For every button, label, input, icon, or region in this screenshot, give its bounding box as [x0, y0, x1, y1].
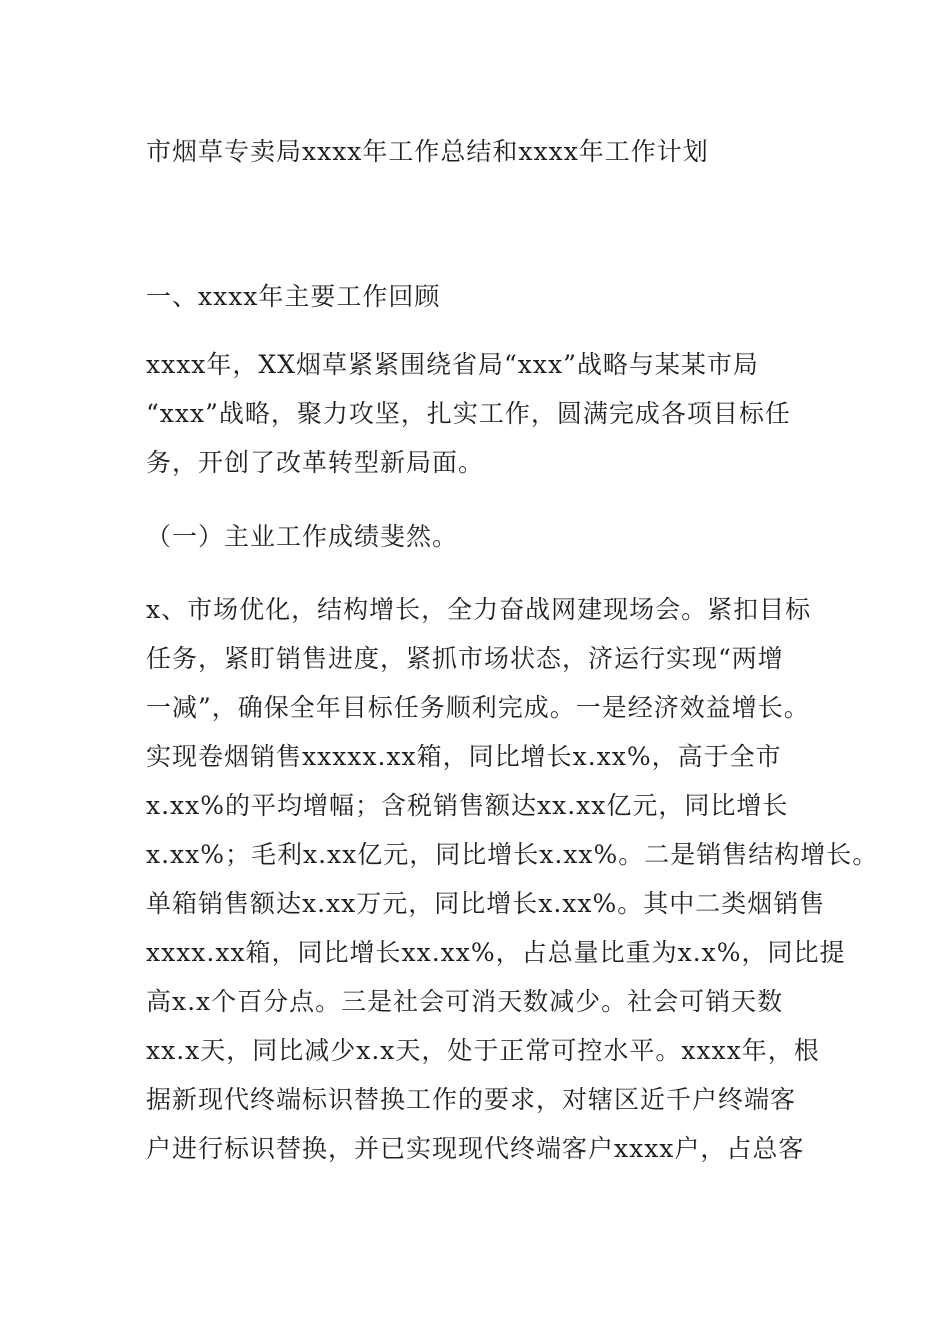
paragraph-line: xx.x天，同比减少x.x天，处于正常可控水平。xxxx年，根	[146, 1036, 820, 1065]
section-heading: 一、xxxx年主要工作回顾	[146, 282, 441, 311]
paragraph-line: “xxx”战略，聚力攻坚，扎实工作，圆满完成各项目标任	[146, 399, 791, 428]
paragraph-line: xxxx.xx箱，同比增长xx.xx%，占总量比重为x.x%，同比提	[146, 938, 846, 967]
intro-paragraph	[146, 340, 836, 487]
paragraph-line: 一减”，确保全年目标任务顺利完成。一是经济效益增长。	[146, 693, 810, 722]
paragraph-line: 据新现代终端标识替换工作的要求，对辖区近千户终端客	[146, 1085, 797, 1114]
document-title: 市烟草专卖局xxxx年工作总结和xxxx年工作计划	[146, 137, 709, 166]
paragraph-line: xxxx年，XX烟草紧紧围绕省局“xxx”战略与某某市局	[146, 350, 759, 379]
paragraph-line: 实现卷烟销售xxxxx.xx箱，同比增长x.xx%，高于全市	[146, 742, 782, 771]
paragraph-line: 务，开创了改革转型新局面。	[146, 448, 485, 477]
subsection-heading-text: （一）主业工作成绩斐然。	[146, 522, 459, 551]
paragraph-line: 高x.x个百分点。三是社会可消天数减少。社会可销天数	[146, 987, 784, 1016]
paragraph-line: 单箱销售额达x.xx万元，同比增长x.xx%。其中二类烟销售	[146, 889, 826, 918]
subsection-heading	[146, 512, 836, 561]
paragraph-line: x.xx%；毛利x.xx亿元，同比增长x.xx%。二是销售结构增长。	[146, 840, 879, 869]
body-paragraph	[146, 585, 879, 1173]
paragraph-line: 户进行标识替换，并已实现现代终端客户xxxx户，占总客	[146, 1134, 805, 1163]
paragraph-line: x、市场优化，结构增长，全力奋战网建现场会。紧扣目标	[146, 595, 812, 624]
paragraph-line: x.xx%的平均增幅；含税销售额达xx.xx亿元，同比增长	[146, 791, 789, 820]
paragraph-line: 任务，紧盯销售进度，紧抓市场状态，济运行实现“两增	[146, 644, 784, 673]
